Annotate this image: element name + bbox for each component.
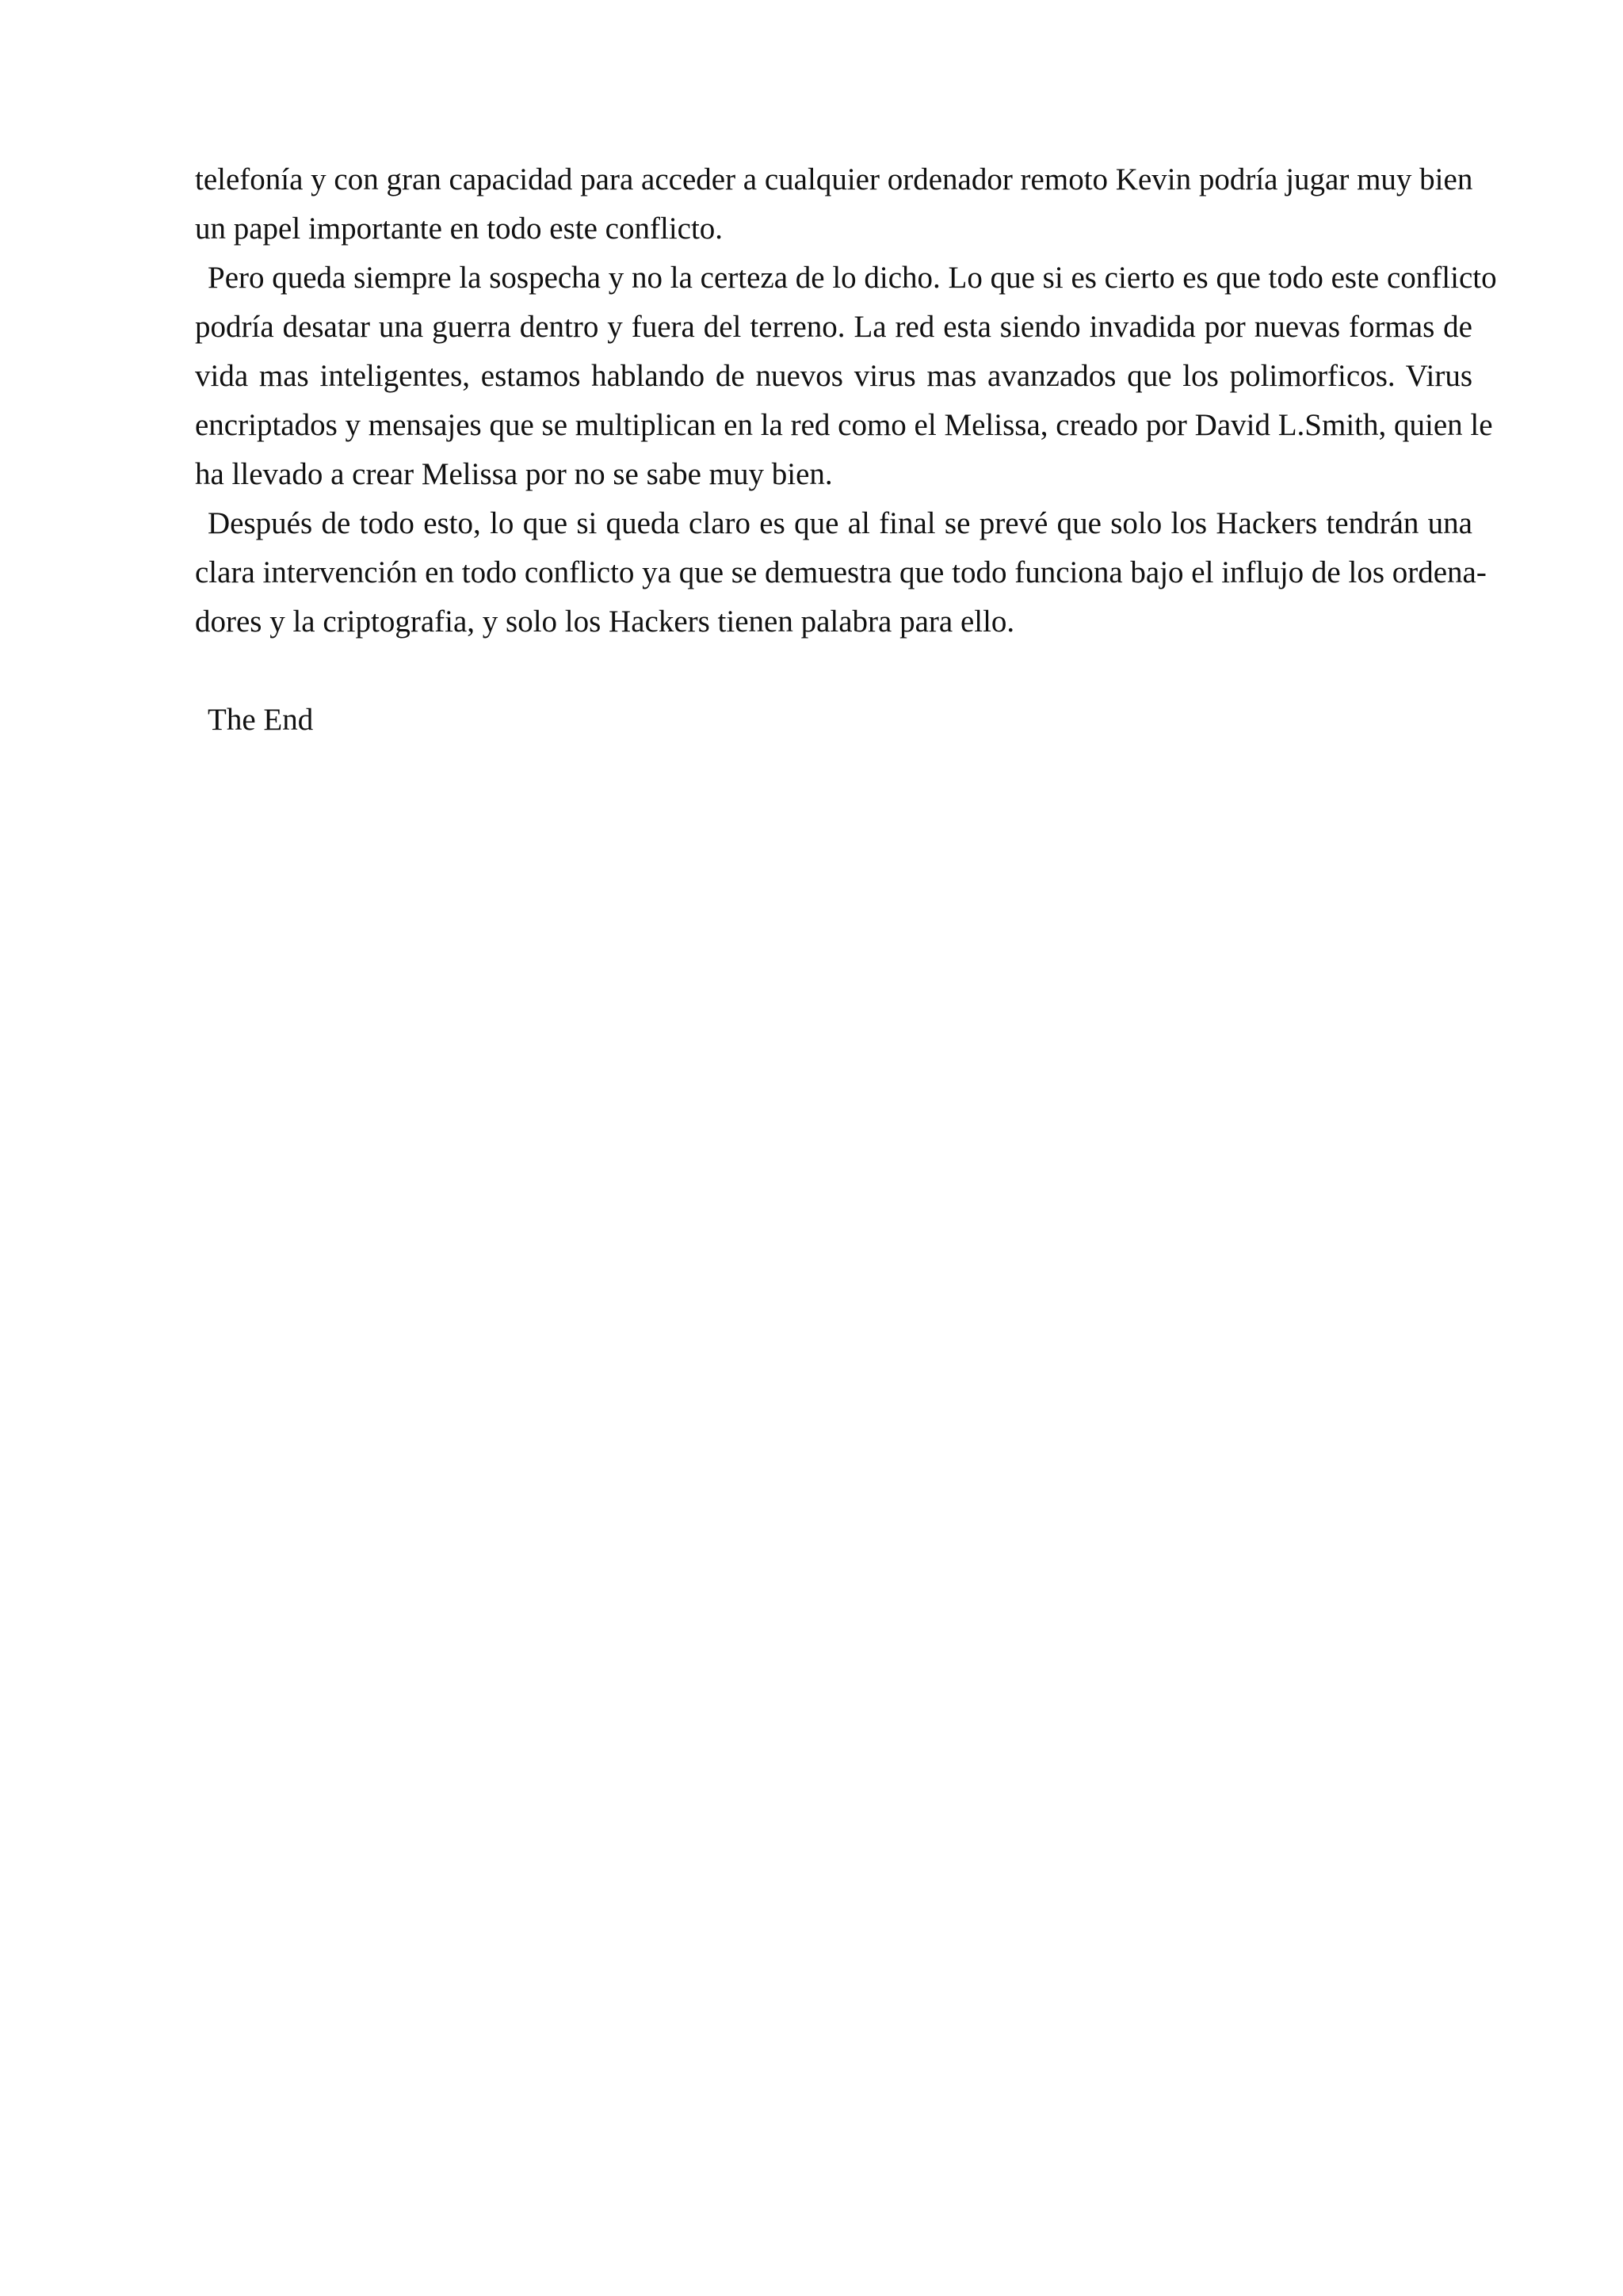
- body-text: [195, 155, 1497, 745]
- text-line: podría desatar una guerra dentro y fuera del terreno. La red esta siendo invadida por nuevas formas de: [195, 310, 1472, 344]
- text-line: un papel importante en todo este conflicto.: [195, 212, 724, 246]
- text-line: encriptados y mensajes que se multiplican en la red como el Melissa, creado por David L.Smith, quien le: [195, 408, 1493, 442]
- paragraph-gap: [195, 646, 1472, 696]
- text-line: clara intervención en todo conflicto ya que se demuestra que todo funciona bajo el influjo de los ordena-: [195, 555, 1487, 589]
- paragraph: [195, 254, 1497, 499]
- text-line: vida mas inteligentes, estamos hablando de nuevos virus mas avanzados que los polimorficos. Virus: [195, 359, 1472, 393]
- text-line: telefonía y con gran capacidad para acceder a cualquier ordenador remoto Kevin podría jugar muy bien: [195, 162, 1473, 196]
- closing-text: The End: [208, 703, 314, 737]
- text-line: Después de todo esto, lo que si queda claro es que al final se prevé que solo los Hackers tendrán una: [208, 506, 1472, 540]
- text-line: ha llevado a crear Melissa por no se sabe muy bien.: [195, 457, 833, 491]
- paragraph: [195, 155, 1472, 254]
- text-line: Pero queda siempre la sospecha y no la certeza de lo dicho. Lo que si es cierto es que todo este conflicto: [208, 261, 1497, 295]
- text-line: dores y la criptografia, y solo los Hackers tienen palabra para ello.: [195, 605, 1015, 639]
- paragraph: [195, 499, 1487, 646]
